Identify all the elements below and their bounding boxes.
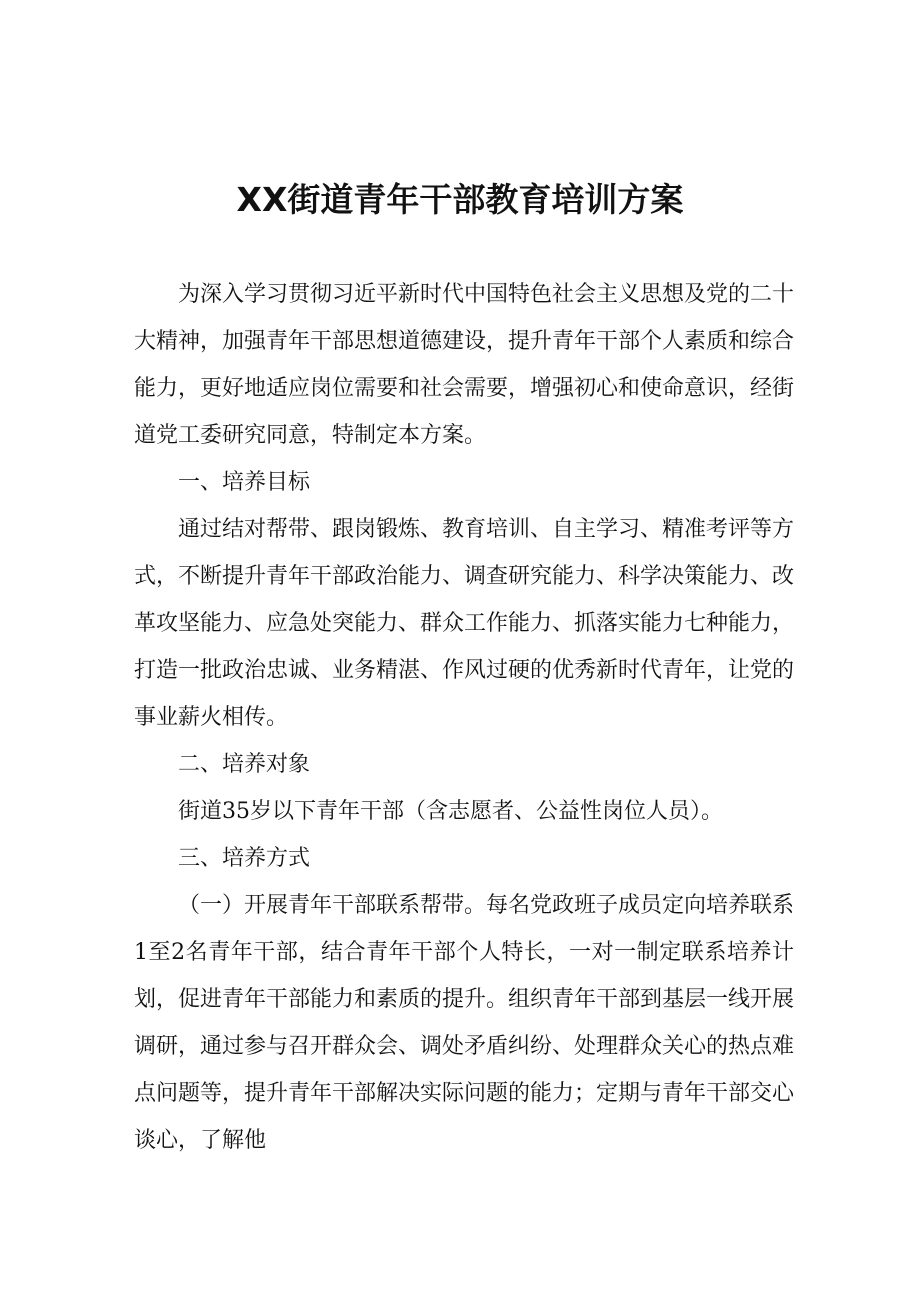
document-title: XX街道青年干部教育培训方案 (236, 180, 684, 219)
section-heading-methods: 三、培养方式 (178, 846, 311, 871)
methods-paragraph-1: （一）开展青年干部联系帮带。每名党政班子成员定向培养联系1至2名青年干部，结合青年干部个人特长，一对一制定联系培养计划，促进青年干部能力和素质的提升。组织青年干部到基层一线开展调研，通过参与召开群众会、调处矛盾纠纷、处理群众关心的热点难点问题等，提升青年干部解决实际问题的能力；定期与青年干部交心谈心，了解他 (134, 893, 795, 1153)
document-body (134, 271, 794, 1164)
section-heading-targets: 二、培养对象 (178, 752, 311, 777)
goals-paragraph: 通过结对帮带、跟岗锻炼、教育培训、自主学习、精准考评等方式，不断提升青年干部政治能力、调查研究能力、科学决策能力、改革攻坚能力、应急处突能力、群众工作能力、抓落实能力七种能力，打造一批政治忠诚、业务精湛、作风过硬的优秀新时代青年，让党的事业薪火相传。 (134, 517, 795, 730)
intro-paragraph: 为深入学习贯彻习近平新时代中国特色社会主义思想及党的二十大精神，加强青年干部思想道德建设，提升青年干部个人素质和综合能力，更好地适应岗位需要和社会需要，增强初心和使命意识，经街道党工委研究同意，特制定本方案。 (134, 282, 795, 448)
targets-paragraph: 街道35岁以下青年干部（含志愿者、公益性岗位人员）。 (178, 799, 723, 824)
section-heading-goals: 一、培养目标 (178, 470, 311, 495)
